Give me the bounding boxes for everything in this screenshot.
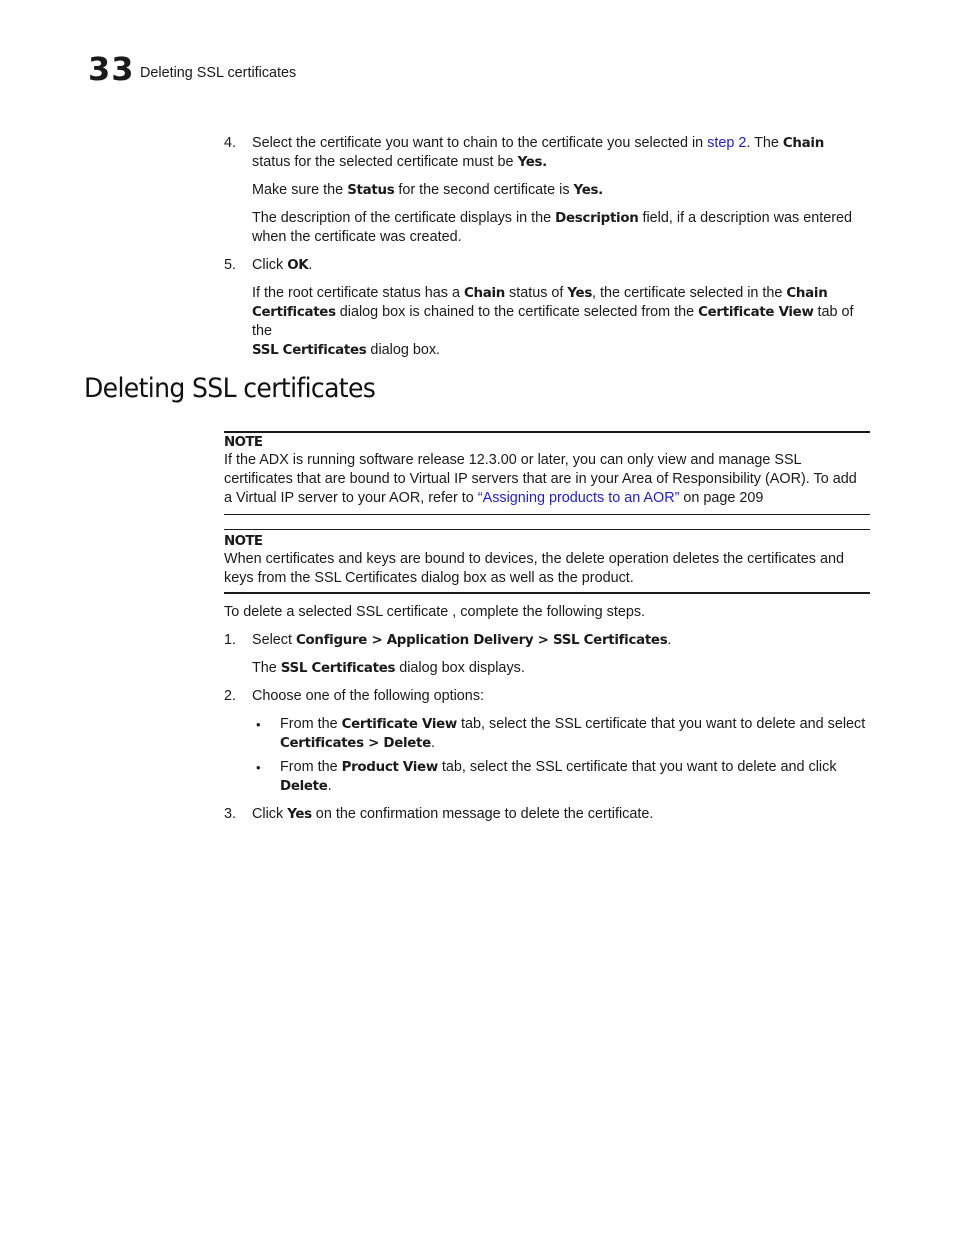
note-2-text — [224, 550, 872, 588]
text: , the certificate selected in the — [592, 285, 787, 301]
step-4-status-paragraph — [252, 181, 872, 200]
note-1-text — [224, 451, 872, 508]
note-2-top-rule — [224, 529, 870, 530]
ui-term: Yes — [567, 286, 593, 301]
text: From the — [280, 759, 342, 775]
ui-term: Certificates — [252, 305, 336, 320]
step-4-description-paragraph — [252, 209, 872, 247]
text: Select — [252, 632, 296, 648]
text: tab, select the SSL certificate that you want to delete and click — [437, 759, 837, 775]
step-1-number: 1. — [224, 632, 237, 648]
ui-term: Description — [555, 211, 639, 226]
ui-term: Yes. — [517, 155, 547, 170]
step-4-text — [252, 134, 872, 172]
text: tab of the — [252, 304, 854, 339]
text: status for the selected certificate must be — [252, 154, 518, 170]
text: Make sure the — [252, 182, 348, 198]
chapter-number: 33 — [88, 50, 135, 88]
text: a Virtual IP server to your AOR, refer to — [224, 490, 478, 506]
text: dialog box is chained to the certificate selected from the — [335, 304, 699, 320]
step-5-number: 5. — [224, 257, 237, 273]
text: Select the certificate you want to chain to the certificate you selected in — [252, 135, 708, 151]
step-2-number: 2. — [224, 688, 237, 704]
step-1-text — [252, 631, 872, 650]
bullet-icon: • — [256, 760, 261, 775]
ui-term: SSL Certificates — [280, 661, 396, 676]
text: dialog box. — [366, 342, 441, 358]
ui-term: Delete — [280, 779, 328, 794]
step-2-link[interactable]: step 2 — [707, 135, 747, 151]
text: for the second certificate is — [394, 182, 574, 198]
text: field, if a description was entered — [638, 210, 853, 226]
ui-term: Yes. — [573, 183, 603, 198]
note-1-bottom-rule — [224, 514, 870, 515]
note-2-label: NOTE — [224, 534, 263, 549]
text: When certificates and keys are bound to devices, the delete operation deletes the certificates and — [224, 551, 844, 567]
text: when the certificate was created. — [252, 229, 462, 245]
step-5-paragraph — [252, 284, 872, 360]
text: If the root certificate status has a — [252, 285, 464, 301]
text: . The — [746, 135, 783, 151]
aor-link[interactable]: “Assigning products to an AOR” — [477, 490, 680, 506]
text: . — [308, 257, 313, 273]
text: . — [430, 735, 435, 751]
running-header: Deleting SSL certificates — [140, 65, 297, 81]
step-2-text: Choose one of the following options: — [252, 688, 485, 704]
text: certificates that are bound to Virtual IP servers that are in your Area of Responsibility (AOR). To add — [224, 471, 857, 487]
step-1-paragraph — [252, 659, 872, 678]
ui-term: Certificate View — [341, 717, 457, 732]
step-3-number: 3. — [224, 806, 237, 822]
step-5-text — [252, 256, 872, 275]
text: tab, select the SSL certificate that you want to delete and select — [457, 716, 866, 732]
ui-term: Product View — [341, 760, 438, 775]
step-3-text — [252, 805, 872, 824]
text: From the — [280, 716, 342, 732]
step-4-number: 4. — [224, 135, 237, 151]
note-2-bottom-rule — [224, 592, 870, 594]
text: status of — [505, 285, 568, 301]
text: on page 209 — [679, 490, 764, 506]
menu-path: Configure > Application Delivery > SSL Certificates — [296, 633, 668, 648]
ui-term: Chain — [463, 286, 505, 301]
ui-term: Certificate View — [698, 305, 814, 320]
text: Click — [252, 806, 288, 822]
text: The — [252, 660, 281, 676]
ui-term: SSL Certificates — [252, 343, 367, 358]
text: If the ADX is running software release 12.3.00 or later, you can only view and manage SSL — [224, 452, 802, 468]
text: on the confirmation message to delete the certificate. — [311, 806, 654, 822]
step-2-option-2 — [280, 758, 872, 796]
text: keys from the SSL Certificates dialog box as well as the product. — [224, 570, 634, 586]
text: Click — [252, 257, 288, 273]
bullet-icon: • — [256, 717, 261, 732]
note-1-label: NOTE — [224, 435, 263, 450]
step-2-option-1 — [280, 715, 872, 753]
note-1-top-rule — [224, 431, 870, 433]
text: The description of the certificate displays in the — [252, 210, 556, 226]
text: . — [327, 778, 332, 794]
ui-term: Chain — [782, 136, 824, 151]
intro-text: To delete a selected SSL certificate , complete the following steps. — [224, 604, 646, 620]
text: . — [667, 632, 672, 648]
section-heading: Deleting SSL certificates — [84, 373, 376, 404]
text: dialog box displays. — [395, 660, 525, 676]
ui-term: Yes — [287, 807, 312, 822]
menu-path: Certificates > Delete — [280, 736, 431, 751]
ui-term: Status — [347, 183, 395, 198]
ui-term: OK — [287, 258, 309, 273]
ui-term: Chain — [786, 286, 828, 301]
